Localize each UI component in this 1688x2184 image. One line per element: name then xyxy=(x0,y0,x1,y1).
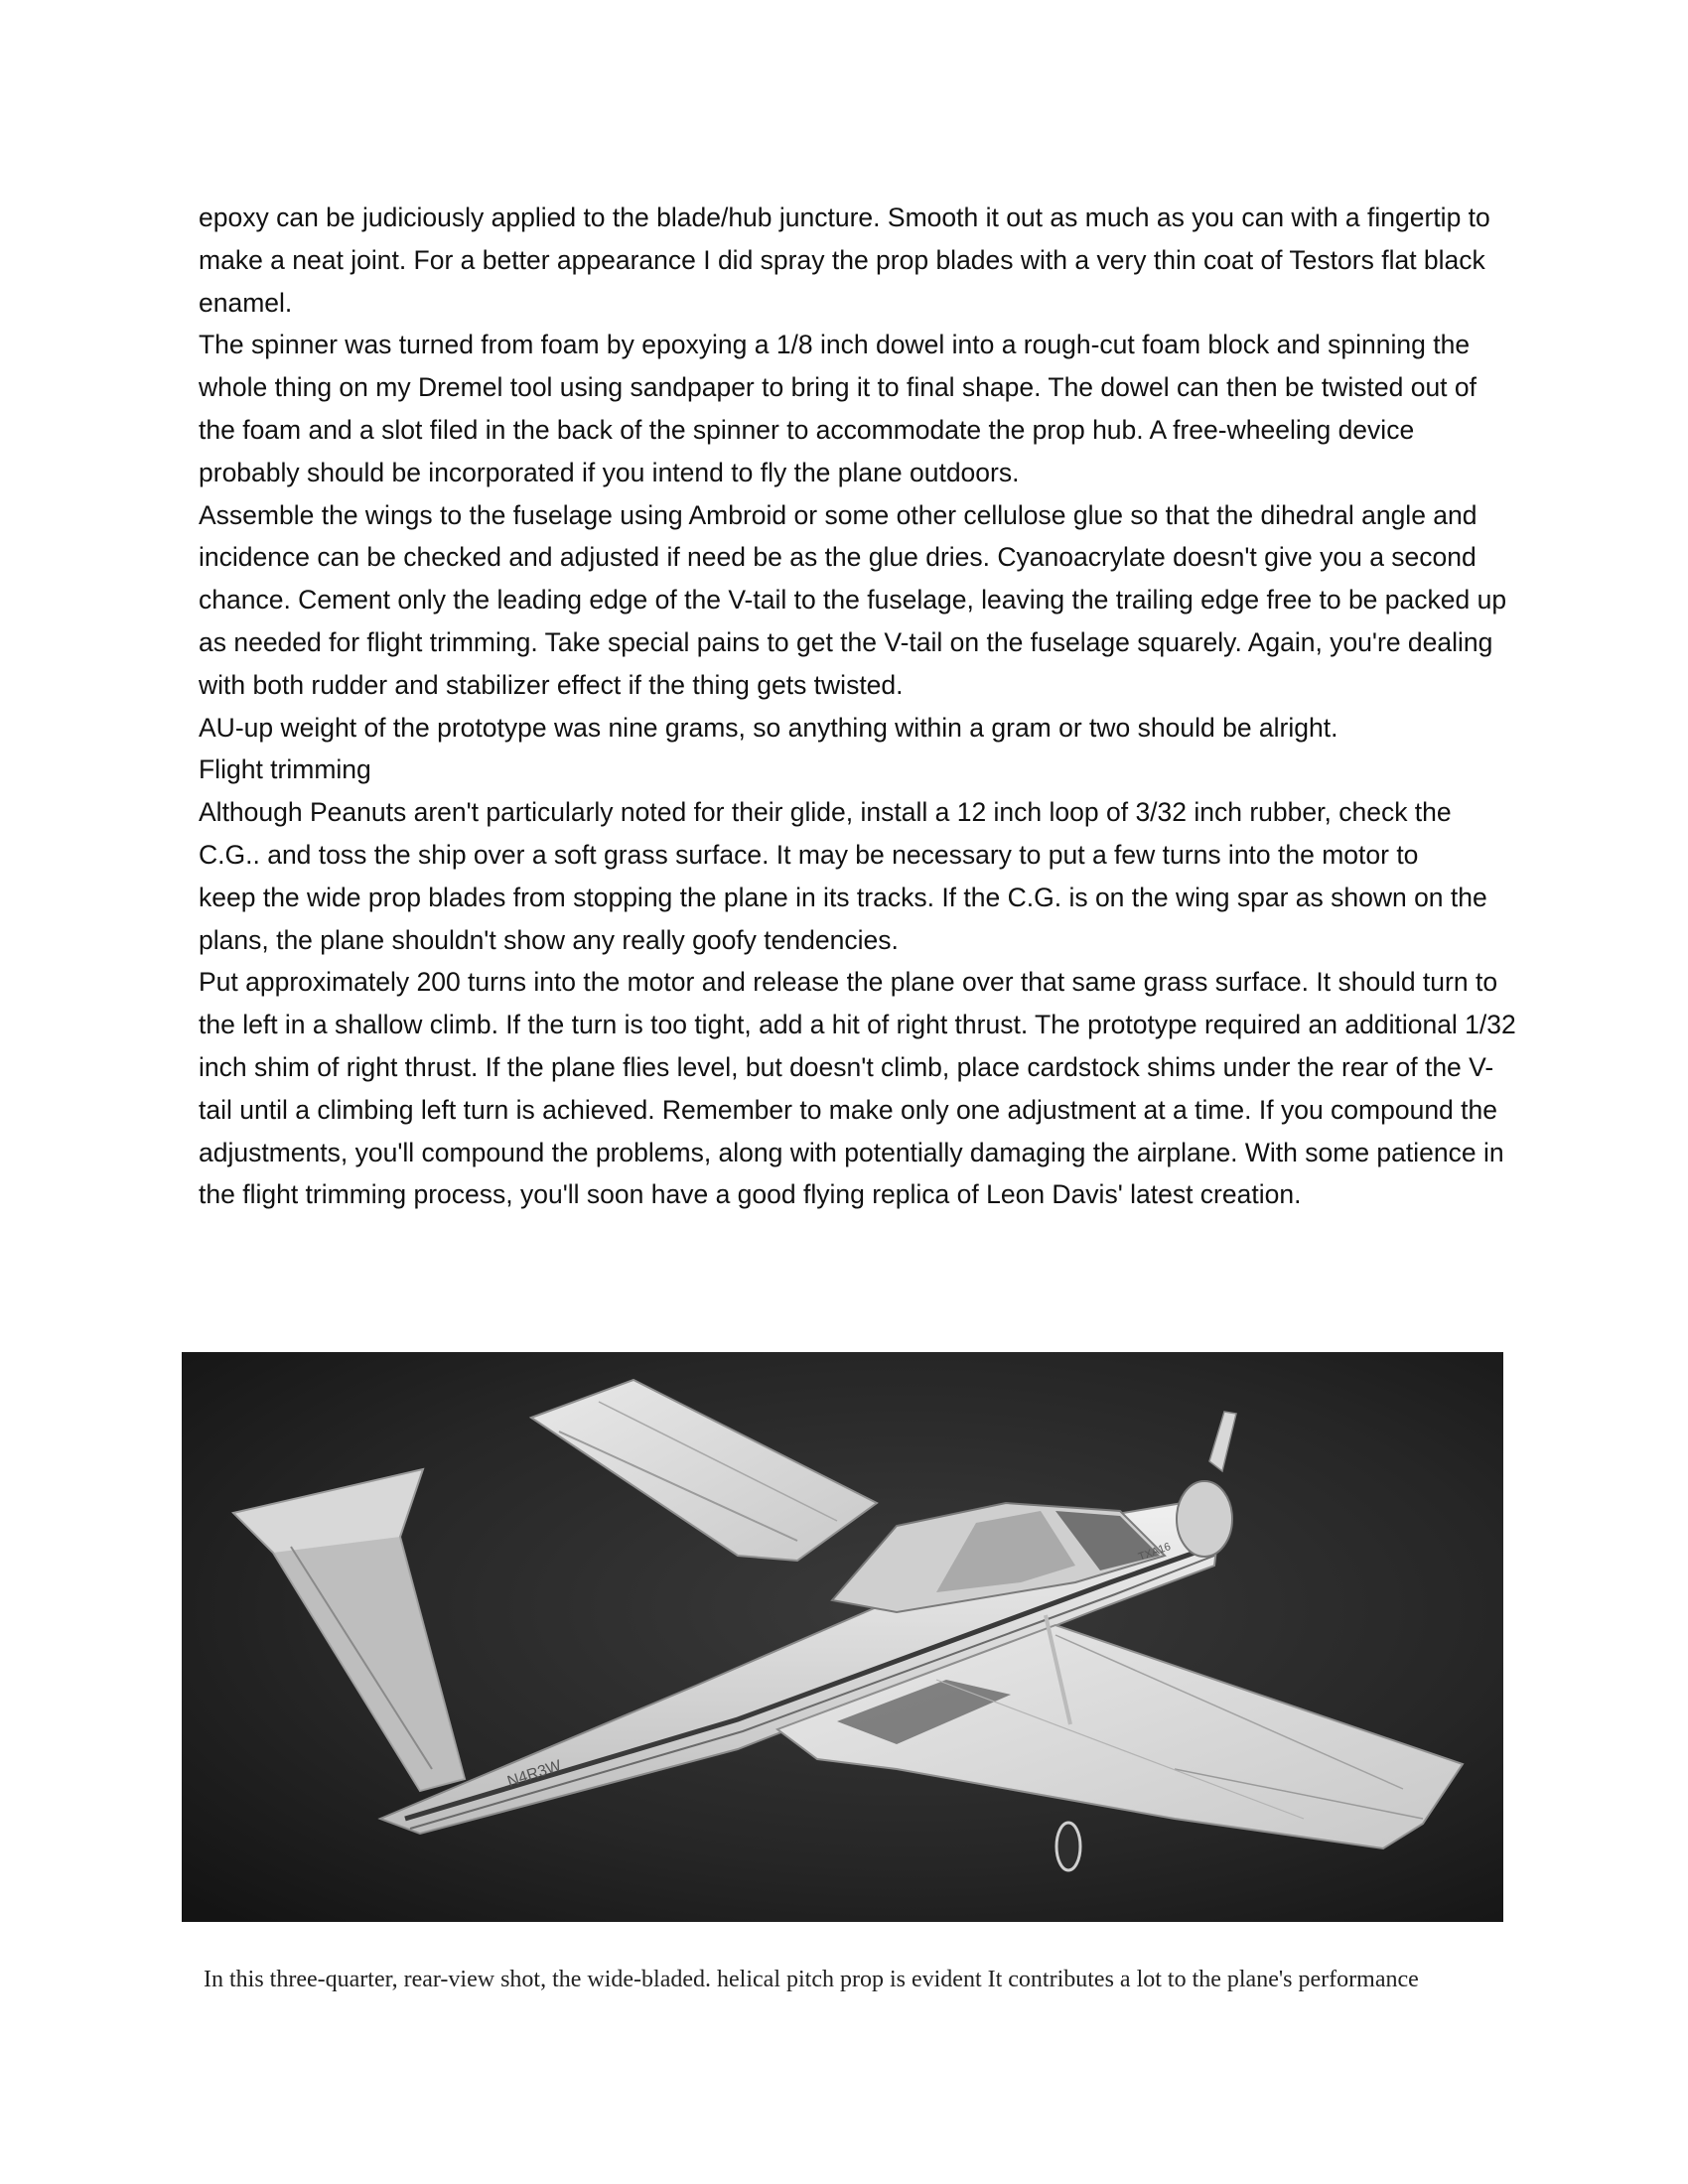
paragraph-assembly: Assemble the wings to the fuselage using Ambroid or some other cellulose glue so that the dihedral angle and incidence can be checked and adjusted if need be as the glue dries. Cyanoacrylate doesn't give you a second chance. Cement only the leading edge of the V-tail to the fuselage, leaving the trailing edge free to be packed up as needed for flight trimming. Take special pains to get the V-tail on the fuselage squarely. Again, you're dealing with both rudder and stabilizer effect if the thing gets twisted. xyxy=(199,499,1507,700)
fuselage-registration: N4R3W xyxy=(504,1757,564,1791)
paragraph-spinner: The spinner was turned from foam by epoxying a 1/8 inch dowel into a rough-cut foam block and spinning the whole thing on my Dremel tool using sandpaper to bring it to final shape. The dowel can then be twisted out of the foam and a slot filed in the back of the spinner to accommodate the prop hub. A free-wheeling device probably should be incorporated if you intend to fly the plane outdoors. xyxy=(199,330,1477,487)
article-body xyxy=(199,197,1519,1216)
spinner xyxy=(1177,1481,1232,1557)
paragraph-glide-test: Although Peanuts aren't particularly noted for their glide, install a 12 inch loop of 3/32 inch rubber, check the C.G.. and toss the ship over a soft grass surface. It may be necessary to put a few turns into the motor to xyxy=(199,797,1452,870)
paragraph-prop-finish: epoxy can be judiciously applied to the blade/hub juncture. Smooth it out as much as you can with a fingertip to make a neat joint. For a better appearance I did spray the prop blades with a very thin coat of Testors flat black enamel. xyxy=(199,203,1490,318)
landing-wheel xyxy=(1056,1823,1080,1870)
photo-caption: In this three-quarter, rear-view shot, the wide-bladed. helical pitch prop is evident It contributes a lot to the plane's performance xyxy=(204,1967,1419,1992)
nose-registration: TXA16 xyxy=(1136,1541,1173,1564)
paragraph-powered-flight: Put approximately 200 turns into the motor and release the plane over that same grass surface. It should turn to the left in a shallow climb. If the turn is too tight, add a hit of right thrust. The prototype required an additional 1/32 inch shim of right thrust. If the plane flies level, but doesn't climb, place cardstock shims under the rear of the V-tail until a climbing left turn is achieved. Remember to make only one adjustment at a time. If you compound the adjustments, you'll compound the problems, along with potentially damaging the airplane. With some patience in the flight trimming process, you'll soon have a good flying replica of Leon Davis' latest creation. xyxy=(199,967,1516,1210)
airplane-photo xyxy=(182,1352,1503,1922)
paragraph-glide-test-continued: keep the wide prop blades from stopping the plane in its tracks. If the C.G. is on the wing spar as shown on the plans, the plane shouldn't show any really goofy tendencies. xyxy=(199,882,1487,955)
section-heading-flight-trimming: Flight trimming xyxy=(199,754,371,785)
paragraph-weight: AU-up weight of the prototype was nine grams, so anything within a gram or two should be alright. xyxy=(199,712,1338,743)
